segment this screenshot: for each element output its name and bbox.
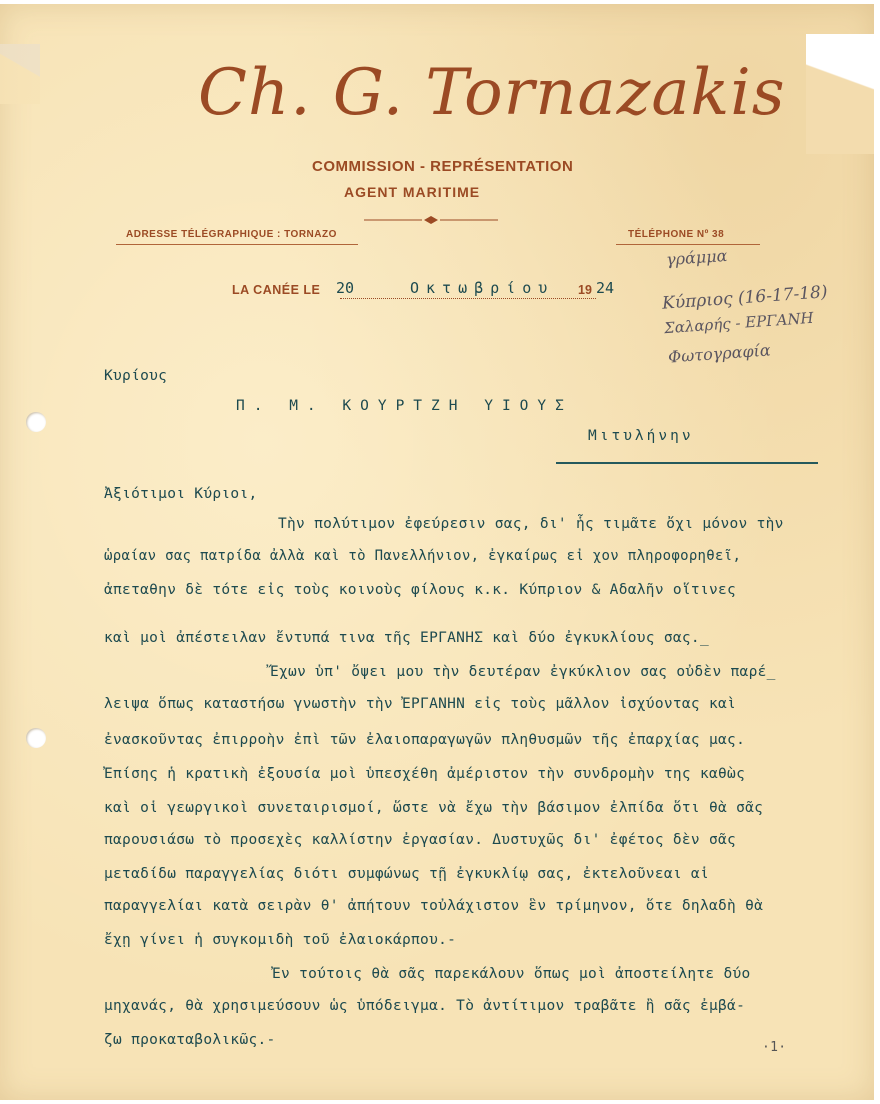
body-line: ἀπεταθην δὲ τότε εἰς τοὺς κοινοὺς φίλους κ.κ. Κύπριον & Αδαλῆν οἵτινες [104,582,737,598]
ornament-divider [364,216,498,224]
paper-crease [0,44,40,104]
telegraph-address: ADRESSE TÉLÉGRAPHIQUE : TORNAZO [126,229,337,240]
body-line: ζω προκαταβολικῶς.- [104,1032,276,1048]
punch-hole [26,728,46,748]
letter-page [0,4,874,1100]
date-dotted-line [340,298,596,299]
letterhead-name: Ch. G. Tornazakis [198,56,786,130]
body-line: καὶ οἱ γεωργικοὶ συνεταιρισμοί, ὥστε νὰ ἔχω τὴν βάσιμον ἐλπίδα ὅτι θὰ σᾶς [104,800,764,816]
body-line: παραγγελίαι κατὰ σειρὰν θ' ἀπήτουν τοὐλάχιστον ἓν τρίμηνον, ὅτε δηλαδὴ θὰ [104,898,764,914]
punch-hole [26,412,46,432]
place-prefix: LA CANÉE LE [232,283,321,297]
date-month: Οκτωβρίου [410,279,555,297]
telephone-number: TÉLÉPHONE Nº 38 [628,229,725,240]
body-line: λειψα ὅπως καταστήσω γνωστὴν τὴν ἘΡΓΑΝΗΝ εἰς τοὺς μᾶλλον ἰσχύοντας καὶ [104,696,737,712]
page-mark: ·1· [762,1040,787,1055]
date-year: 24 [596,279,615,297]
torn-corner [806,34,874,154]
body-line: Ἐν τούτοις θὰ σᾶς παρεκάλουν ὅπως μοὶ ἀποστείλητε δύο [272,966,751,982]
date-day: 20 [336,279,355,297]
body-line: ὡραίαν σας πατρίδα ἀλλὰ καὶ τὸ Πανελλήνιον, ἐγκαίρως εἰ χον πληροφορηθεῖ, [104,548,742,564]
greeting: Ἀξιότιμοι Κύριοι, [104,486,258,502]
body-line: Τὴν πολύτιμον ἐφεύρεσιν σας, δι' ἧς τιμᾶτε ὄχι μόνον τὴν [278,516,784,532]
letterhead-line-1: COMMISSION - REPRÉSENTATION [312,158,574,175]
recipient-city: Μιτυλήνην [588,428,694,444]
recipient-underline [556,462,818,464]
body-line: ἐνασκοῦντας ἐπιρροὴν ἐπὶ τῶν ἐλαιοπαραγωγῶν πληθυσμῶν τῆς ἐπαρχίας μας. [104,732,746,748]
body-line: Ἐπίσης ἡ κρατικὴ ἐξουσία μοὶ ὑπεσχέθη ἀμέριστον τὴν συνδρομὴν της καθὼς [104,766,746,782]
handwritten-note-line: γράμμα [665,245,728,270]
telegraph-rule [116,244,358,245]
body-line: ἔχῃ γίνει ἡ συγκομιδὴ τοῦ ἐλαιοκάρπου.- [104,932,457,948]
handwritten-note-line: Φωτογραφία [667,340,772,367]
body-line: Ἔχων ὑπ' ὄψει μου τὴν δευτέραν ἐγκύκλιον σας οὐδὲν παρέ_ [270,664,776,680]
body-line: καὶ μοὶ ἀπέστειλαν ἔντυπά τινα τῆς ΕΡΓΑΝΗΣ καὶ δύο ἐγκυκλίους σας._ [104,630,709,646]
recipient-name: Π. Μ. ΚΟΥΡΤΖΗ ΥΙΟΥΣ [236,398,573,414]
recipient-salutation: Κυρίους [104,368,168,384]
body-line: παρουσιάσω τὸ προσεχὲς καλλίστην ἐργασίαν. Δυστυχῶς δι' ἐφέτος δὲν σᾶς [104,832,737,848]
body-line: μηχανάς, θὰ χρησιμεύσουν ὡς ὑπόδειγμα. Τὸ ἀντίτιμον τραβᾶτε ἢ σᾶς ἐμβά- [104,998,746,1014]
handwritten-note-line: Κύπριος (16-17-18) [661,282,829,314]
date-year-prefix: 19 [578,283,592,297]
letterhead-line-2: AGENT MARITIME [344,184,481,200]
handwritten-note-line: Σαλαρής - ΕΡΓΑΝΗ [663,308,815,338]
body-line: μεταδίδω παραγγελίας διότι συμφώνως τῇ ἐγκυκλίῳ σας, ἐκτελοῦνεαι αἱ [104,866,709,882]
telephone-rule [616,244,760,245]
